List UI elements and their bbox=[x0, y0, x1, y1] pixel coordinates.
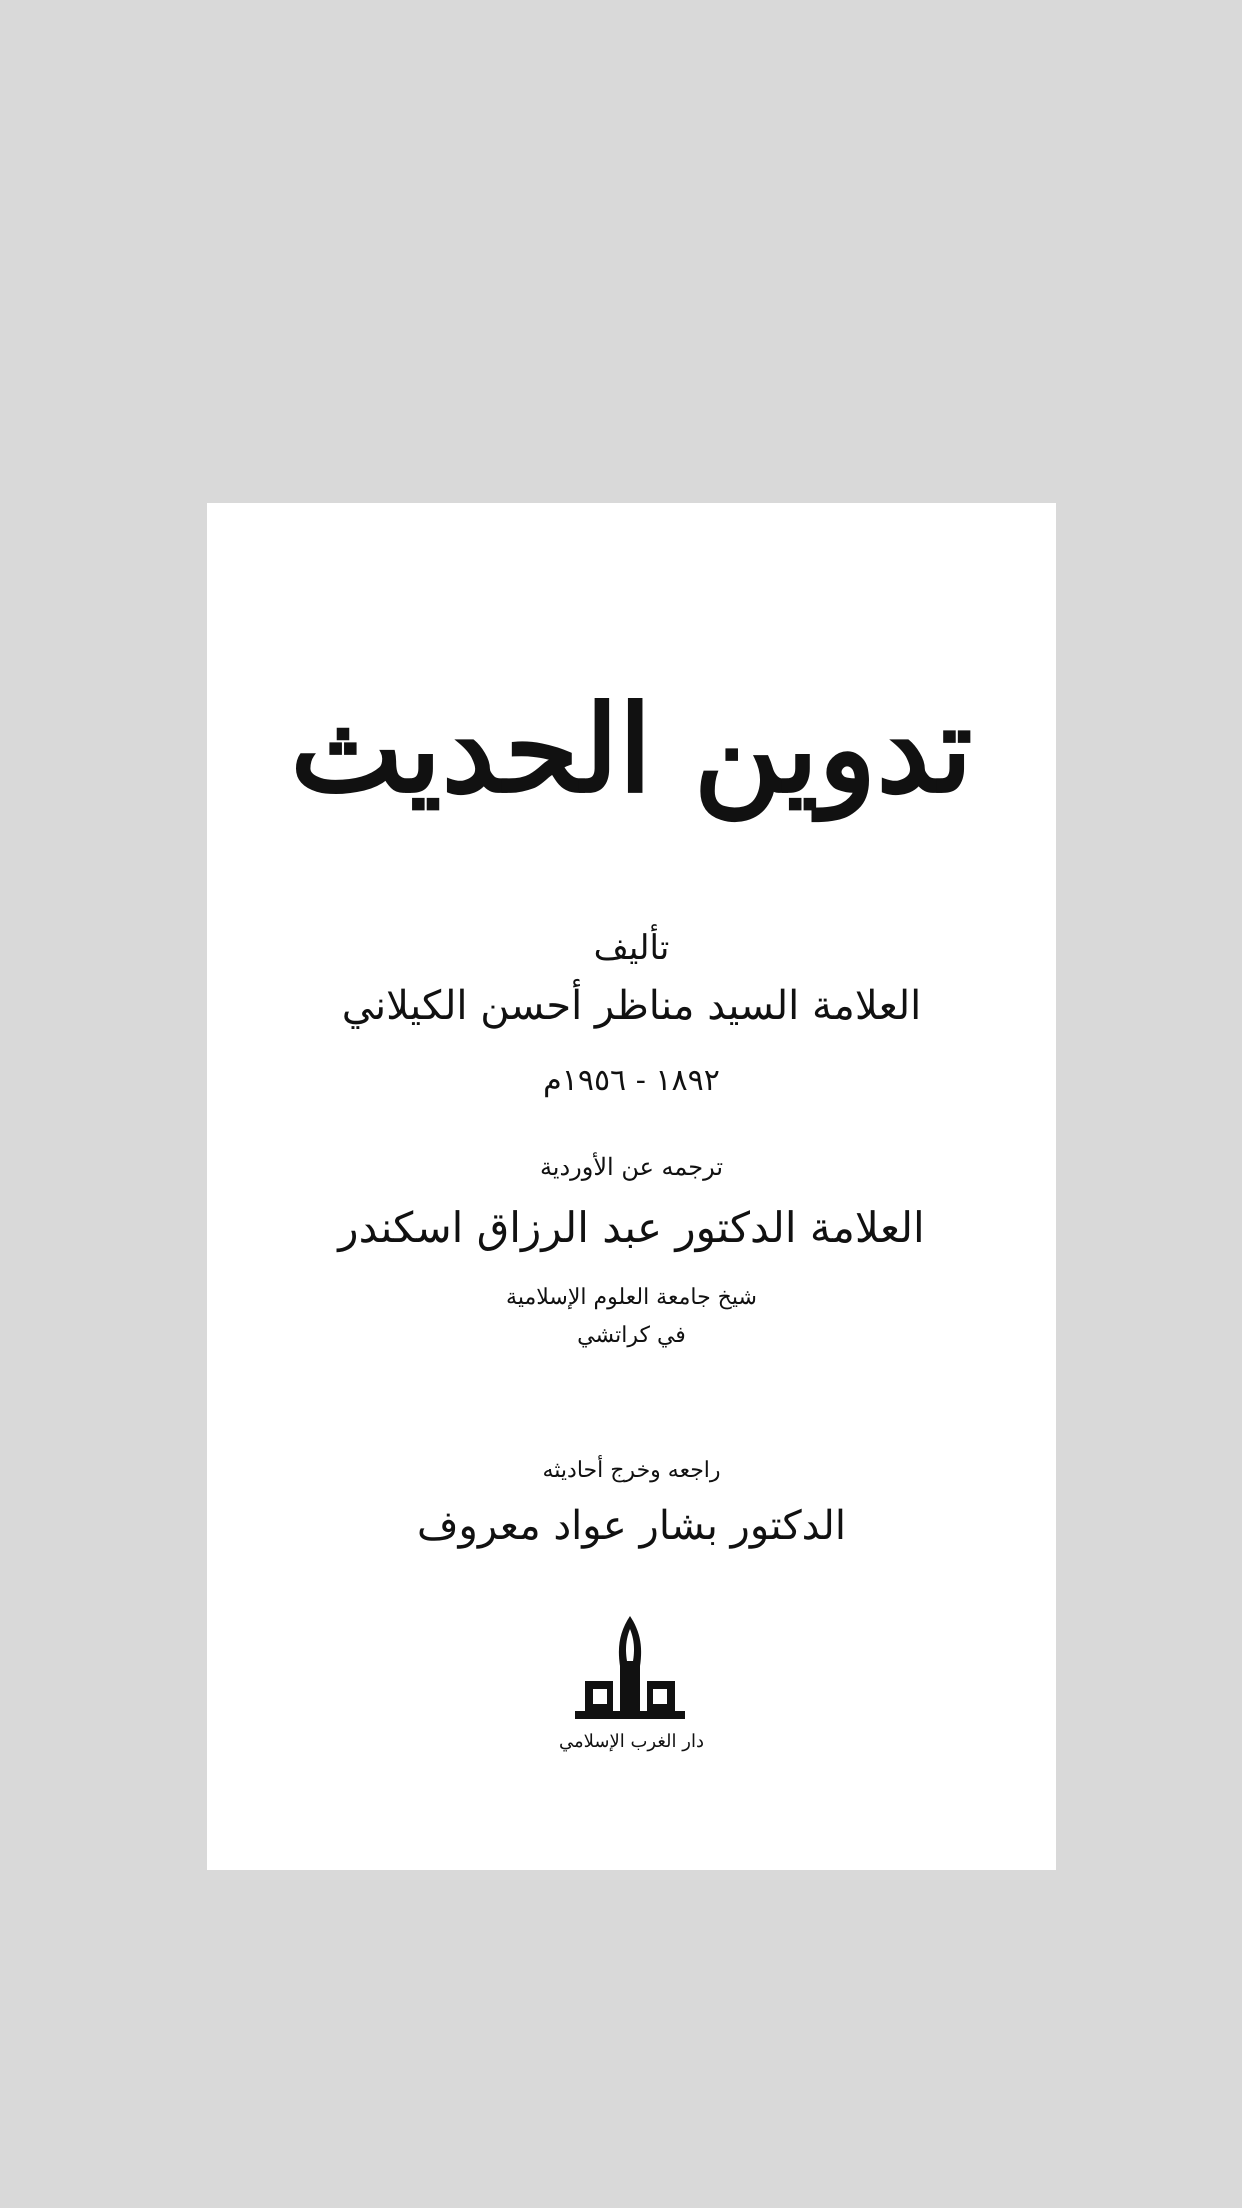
reviewer-label: راجعه وخرج أحاديثه bbox=[542, 1458, 721, 1483]
publisher-name: دار الغرب الإسلامي bbox=[559, 1731, 704, 1752]
translator-city: في كراتشي bbox=[577, 1323, 686, 1348]
author-label: تأليف bbox=[593, 928, 670, 968]
translator-label: ترجمه عن الأوردية bbox=[539, 1153, 724, 1181]
translator-name: العلامة الدكتور عبد الرزاق اسكندر bbox=[338, 1203, 925, 1252]
author-name: العلامة السيد مناظر أحسن الكيلاني bbox=[341, 983, 922, 1029]
dar-al-gharb-logo-icon bbox=[565, 1611, 695, 1731]
book-cover-page bbox=[207, 503, 1056, 1870]
book-title: تدوين الحديث bbox=[290, 679, 973, 820]
reviewer-name: الدكتور بشار عواد معروف bbox=[417, 1503, 846, 1549]
author-dates: ١٨٩٢ - ١٩٥٦م bbox=[543, 1063, 720, 1098]
translator-role: شيخ جامعة العلوم الإسلامية bbox=[506, 1285, 757, 1310]
